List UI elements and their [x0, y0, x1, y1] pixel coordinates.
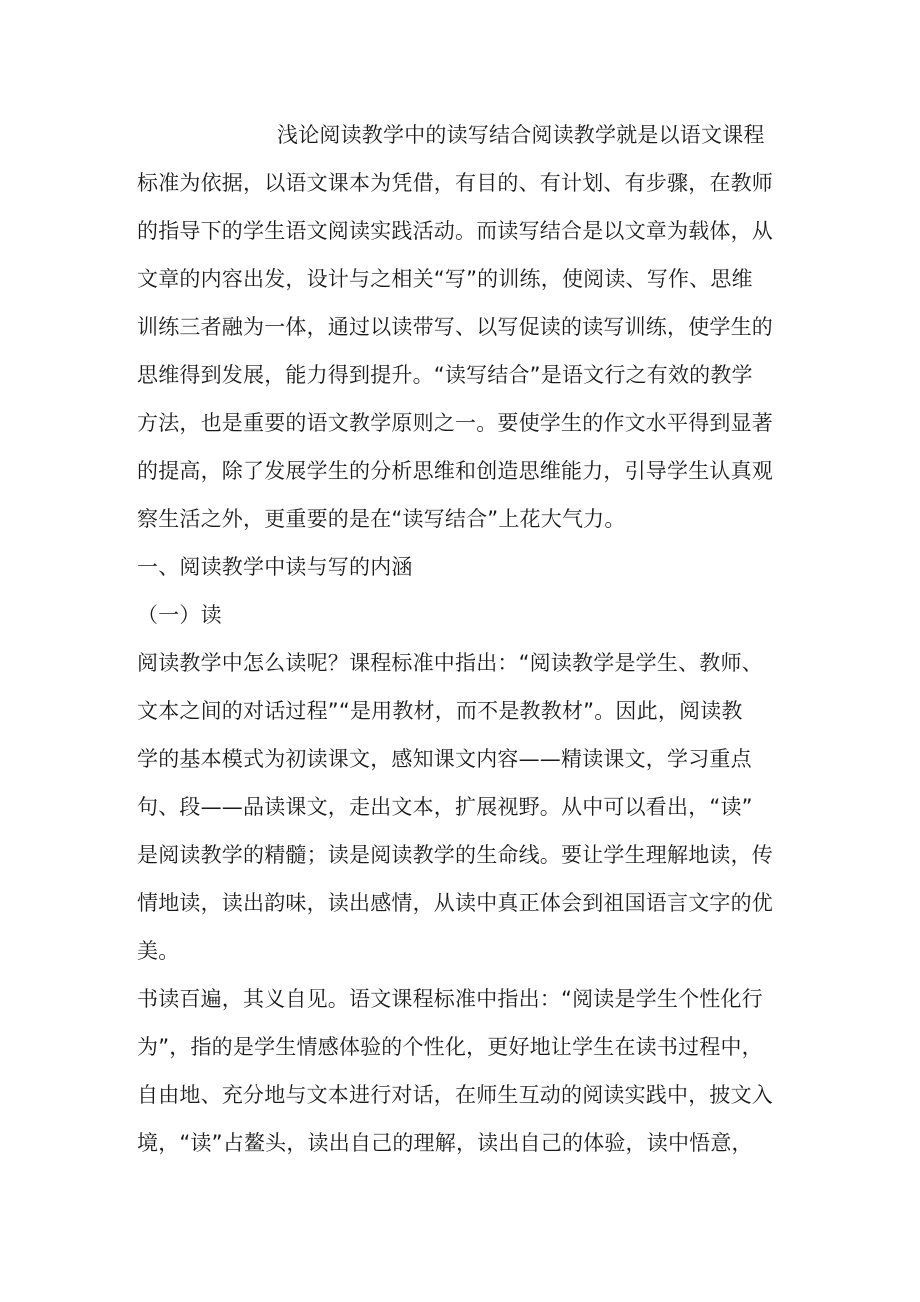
- paragraph-line: 是阅读教学的精髓；读是阅读教学的生命线。要让学生理解地读，传: [137, 843, 773, 867]
- paragraph-line: 美。: [137, 939, 180, 963]
- paragraph-line: 察生活之外，更重要的是在“读写结合”上花大气力。: [137, 507, 626, 531]
- paragraph-line: 训练三者融为一体，通过以读带写、以写促读的读写训练，使学生的: [137, 315, 773, 339]
- paragraph-line: 标准为依据，以语文课本为凭借，有目的、有计划、有步骤，在教师: [137, 171, 773, 195]
- subsection-heading: （一）读: [137, 603, 222, 627]
- paragraph-line: 的指导下的学生语文阅读实践活动。而读写结合是以文章为载体，从: [137, 219, 773, 243]
- paragraph-line: 境，“读”占鳌头，读出自己的理解，读出自己的体验，读中悟意，: [137, 1131, 753, 1155]
- paragraph-line: 阅读教学中怎么读呢？课程标准中指出：“阅读教学是学生、教师、: [137, 651, 763, 675]
- paragraph-line: 为”，指的是学生情感体验的个性化，更好地让学生在读书过程中，: [137, 1035, 763, 1059]
- paragraph-line: 文章的内容出发，设计与之相关“写”的训练，使阅读、写作、思维: [137, 267, 753, 291]
- section-heading: 一、阅读教学中读与写的内涵: [137, 555, 413, 579]
- paragraph-line: 书读百遍，其义自见。语文课程标准中指出：“阅读是学生个性化行: [137, 987, 763, 1011]
- paragraph-line: 思维得到发展，能力得到提升。“读写结合”是语文行之有效的教学: [137, 363, 753, 387]
- paragraph-line: 学的基本模式为初读课文，感知课文内容——精读课文，学习重点: [137, 747, 752, 771]
- paragraph-line: 的提高，除了发展学生的分析思维和创造思维能力，引导学生认真观: [137, 459, 773, 483]
- paragraph-line: 自由地、充分地与文本进行对话，在师生互动的阅读实践中，披文入: [137, 1083, 773, 1107]
- title-line: 浅论阅读教学中的读写结合阅读教学就是以语文课程: [277, 123, 765, 147]
- paragraph-line: 句、段——品读课文，走出文本，扩展视野。从中可以看出，“读”: [137, 795, 753, 819]
- paragraph-line: 方法，也是重要的语文教学原则之一。要使学生的作文水平得到显著: [137, 411, 773, 435]
- paragraph-line: 情地读，读出韵味，读出感情，从读中真正体会到祖国语言文字的优: [137, 891, 773, 915]
- paragraph-line: 文本之间的对话过程”“是用教材，而不是教教材”。因此，阅读教: [137, 699, 743, 723]
